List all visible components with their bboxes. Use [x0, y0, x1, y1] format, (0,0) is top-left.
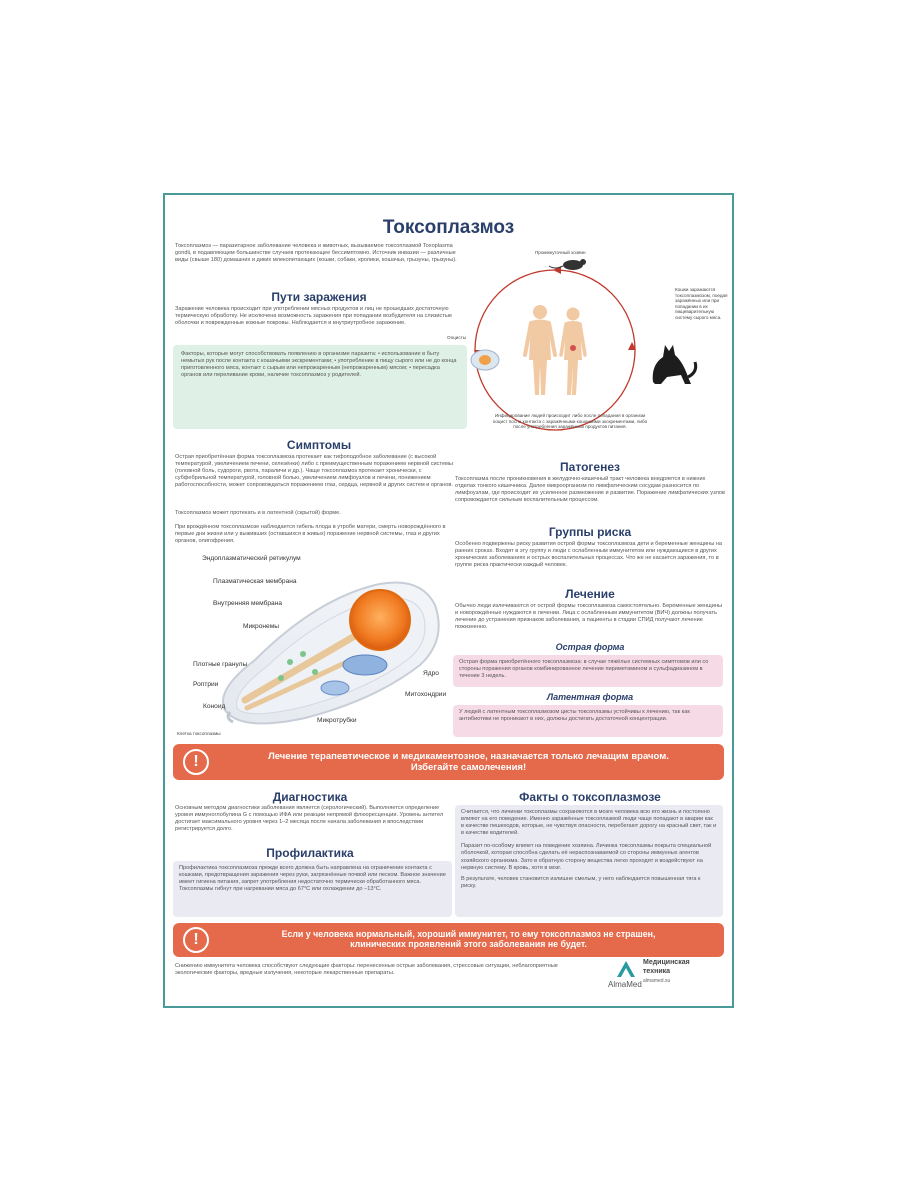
cat-illustration	[643, 327, 703, 387]
acute-form-box	[453, 655, 723, 687]
latent-form-heading: Латентная форма	[546, 692, 634, 702]
prevention-text: Профилактика токсоплазмоза прежде всего должна быть направлена на ограничение контакта с кошками, предотвращения заражения через руки, загрязнённые почвой или песком. Важное значение имеет гигиена питания, запрет употребления недостаточно термически обработанного мяса. Токсоплазмы гибнут при нагревании мяса до 67°С или охлаждении до −13°С.	[179, 865, 446, 893]
label-inner-membrane: Внутренняя мембрана	[213, 600, 283, 607]
symptoms-heading: Симптомы	[286, 438, 352, 452]
symptoms-p3: При врождённом токсоплазмозе наблюдается гибель плода в утробе матери, смерть новорождённого в первые дни жизни или у выживших (оставшихся в живых) поражение нервной системы, глаз и других органов, олигофрения.	[175, 524, 446, 545]
warning1-line2: Избегайте самолечения!	[410, 762, 527, 773]
warning-icon: !	[183, 749, 209, 775]
warning1-line1: Лечение терапевтическое и медикаментозное, назначается только лечащим врачом.	[268, 751, 669, 762]
diagnostics-text: Основным методом диагностики заболевания является (серологический). Выполняется определение уровня иммуноглобулина G с помощью ИФА или реакции непрямой флюоресценции. Уровень антител достигает максимального уровня через 1–2 месяца после начала заболевания и впоследствии регистрируется долго.	[175, 805, 444, 833]
pathogenesis-heading: Патогенез	[560, 460, 620, 474]
poster	[163, 193, 734, 1008]
symptoms-p1: Острая приобретённая форма токсоплазмоза протекает как тифоподобное заболевание (с высокой температурой, увеличением печени, селезёнки) либо с преимущественным поражением нервной системы (головной боль, судороги, рвота, параличи и др.). Чаще токсоплазмоз протекает хронически, с субфебрильной температурой, головной болью, увеличением лимфоузлов и печени, понижением работоспособности, может сопровождаться поражением глаз, сердца, нервной и других систем и органов.	[175, 454, 453, 489]
treatment-text: Обычно люди излечиваются от острой формы токсоплазмоза самостоятельно. Беременные женщины и новорождённые нуждаются в лечении. Лица с ослабленным иммунитетом (ВИЧ) должны получать лечение до устранения признаков заболевания, а пациенты в стадии СПИД получают лечение пожизненно.	[455, 603, 723, 631]
footer-text: Снижению иммунитета человека способствуют следующие факторы: перенесенные острые заболевания, стрессовые ситуации, неблагоприятные экологические факторы, вредные излучения, некоторые лекарственные препараты.	[175, 963, 558, 977]
brand-name: AlmaMed	[608, 980, 642, 989]
prevention-heading: Профилактика	[266, 846, 354, 860]
label-plasma-membrane: Плазматическая мембрана	[213, 578, 297, 585]
cycle-bottom-note: Инфицирование людей происходит либо после попадания в организм ооцист после контакта с заражёнными кошачьими экскрементами, либо после употребления заражённых продуктов питания.	[492, 413, 648, 430]
intro-text: Токсоплазмоз — паразитарное заболевание человека и животных, вызываемое токсоплазмой Toxoplasma gondii, в подавляющем большинстве случаев протекающее бессимптомно. Источник инвазии — различные виды (свыше 180) домашних и диких млекопитающих (кошки, собаки, кролики, кошачьи, грызуны, грызуны).	[175, 243, 457, 264]
risk-heading: Группы риска	[548, 525, 632, 539]
risk-text: Особенно подвержены риску развития острой формы токсоплазмоза дети и беременные женщины на ранних сроках. Входят в эту группу и люди с ослабленным иммунитетом или нуждающиеся в других хронических заболеваниях и острых воспалительных процессах. Что же не касается заражения, то в группе риска практически каждый человек.	[455, 541, 722, 569]
label-microtubules: Микротрубки	[317, 717, 357, 724]
warning2-line2: клинических проявлений этого заболевания не будет.	[350, 939, 587, 949]
routes-text: Заражение человека происходит при употреблении мясных продуктов и лиц не прошедших достаточную термическую обработку. Не исключена возможность заражения при попадании возбудителя на слизистые оболочки и поврежденные кожные покровы. Наблюдается и внутриутробное заражение.	[175, 306, 452, 327]
brand-site: almamed.su	[643, 978, 671, 984]
diagnostics-heading: Диагностика	[272, 790, 348, 804]
routes-factors-box	[173, 345, 467, 429]
cat-note: Кошки заражаются токсоплазмозом, поедая заражённых или при попадании в их пищеварительную систему сырого мяса.	[675, 287, 728, 320]
warning2-line1: Если у человека нормальный, хороший иммунитет, то ему токсоплазмоз не страшен,	[281, 929, 656, 939]
brand-line2: техника	[643, 968, 671, 975]
routes-heading: Пути заражения	[271, 290, 367, 304]
facts-p2: Паразит по-особому влияет на поведение хозяина. Личинка токсоплазмы покрыта специальной оболочкой, которая способна сделать её нераспознаваемой со стороны иммунных агентов хозяйского организма. Зато в обратную сторону вещества легко проходят и воздействуют на нервную систему. В кровь, хотя в мозг.	[461, 843, 712, 871]
almamed-logo-icon	[615, 959, 637, 979]
intermediate-host-label: Промежуточный хозяин	[535, 250, 586, 255]
treatment-heading: Лечение	[565, 587, 615, 601]
facts-box	[455, 805, 723, 917]
page-title: Токсоплазмоз	[382, 217, 515, 238]
routes-factors-text: Факторы, которые могут способствовать появлению в организме паразита: • использование в быту немытых рук после контакта с кошачьими экскрементами; • употребление в пищу сырого или не до конца приготовленного мяса, контакт с сырым или непрожаренным (непрожаренным) мясом; • пересадка органов или переливание крови, наличие токсоплазмоз у родителей.	[181, 351, 457, 379]
label-dense-granules: Плотные гранулы	[193, 661, 248, 668]
symptoms-p2: Токсоплазмоз может протекать и в латентной (скрытой) форме.	[175, 510, 341, 516]
facts-p1: Считается, что личинки токсоплазмы сохраняются в мозге человека всю его жизнь и постоянно влияют на его поведение. Именно заражённые токсоплазмой люди чаще попадают в аварии как в качестве пешеходов, которые, не чувствуя опасности, перебегают дорогу на красный свет, так и в качестве водителей.	[461, 809, 717, 837]
warning-banner-self-treatment	[173, 744, 724, 780]
cell-caption: Клетка токсоплазмы	[177, 731, 221, 736]
brand-line1: Медицинская	[643, 959, 690, 966]
label-nucleus: Ядро	[423, 670, 439, 677]
acute-form-heading: Острая форма	[555, 642, 625, 652]
facts-heading: Факты о токсоплазмозе	[519, 790, 661, 804]
label-mitochondria: Митохондрии	[405, 691, 447, 698]
latent-form-box	[453, 705, 723, 737]
acute-form-text: Острая форма приобретённого токсоплазмоза: в случае тяжёлых системных симптомов или со стороны поражения органов комбинированное лечение пириметамином и сульфадиазином в течение 3 недель.	[459, 659, 709, 680]
pathogenesis-text: Токсоплазма после проникновения в желудочно-кишечный тракт человека внедряется в нижних отделах тонкого кишечника. Далее микроорганизм по лимфатическим сосудам разносится по лимфоузлам, где происходит их усиленное размножение и развитие. Поражение лимфатических узлов сопровождается сильным воспалительным процессом.	[455, 476, 725, 504]
facts-p3: В результате, человек становится излишне смелым, у него наблюдается повышенная тяга к риску.	[461, 875, 701, 889]
warning-icon: !	[183, 927, 209, 953]
prevention-box	[173, 861, 452, 917]
label-micronemes: Микронемы	[243, 623, 279, 630]
oocysts-label: Ооцисты	[447, 335, 467, 340]
label-er: Эндоплазматический ретикулум	[202, 555, 301, 562]
label-roptries: Роптрии	[193, 681, 219, 688]
latent-form-text: У людей с латентным токсоплазмозом цисты токсоплазмы устойчивы к лечению, так как антибиотики не проникают в них, должны достигать достаточной концентрации.	[459, 709, 690, 723]
warning-banner-immunity	[173, 923, 724, 957]
label-conoid: Коноид	[203, 703, 226, 710]
